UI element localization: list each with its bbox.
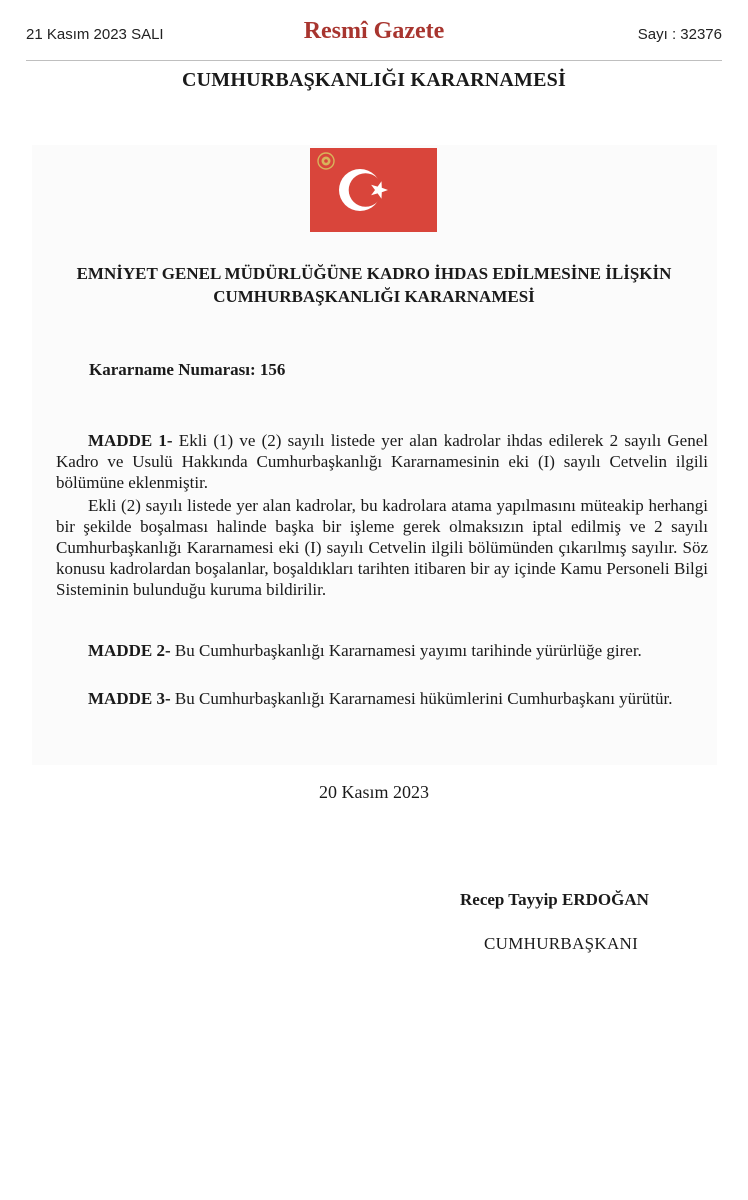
- decree-title: [40, 262, 708, 308]
- decree-title-line-2: CUMHURBAŞKANLIĞI KARARNAMESİ: [213, 287, 535, 306]
- section-title: CUMHURBAŞKANLIĞI KARARNAMESİ: [182, 69, 566, 91]
- article-2-paragraph: [56, 640, 708, 661]
- gazette-title: Resmî Gazete: [303, 18, 445, 44]
- header-date: 21 Kasım 2023 SALI: [26, 26, 164, 43]
- gazette-header: [26, 0, 722, 61]
- article-1-text: Ekli (1) ve (2) sayılı listede yer alan kadrolar ihdas edilerek 2 sayılı Genel Kadro ve Usulü Hakkında Cumhurbaşkanlığı Kararnamesinin eki (I) sayılı Cetvelin ilgili bölümüne eklenmiştir.: [56, 431, 708, 492]
- article-1-paragraph-2: Ekli (2) sayılı listede yer alan kadrolar, bu kadrolara atama yapılmasını müteakip herhangi bir şekilde boşalması halinde başka bir işleme gerek olmaksızın iptal edilmiş ve 2 sayılı Cumhurbaşkanlığı Kararnamesi eki (I) sayılı Cetvelin ilgili bölümünden çıkarılmış sayılır. Söz konusu kadrolardan boşalanlar, boşaldıkları tarihten itibaren bir ay içinde Kamu Personeli Bilgi Sisteminin bulunduğu kuruma bildirilir.: [56, 496, 708, 599]
- article-2-text: Bu Cumhurbaşkanlığı Kararnamesi yayımı tarihinde yürürlüğe girer.: [170, 641, 642, 660]
- article-2-label: MADDE 2-: [88, 641, 171, 660]
- article-3-paragraph: [56, 688, 708, 709]
- article-1: [56, 430, 708, 600]
- decree-title-line-1: EMNİYET GENEL MÜDÜRLÜĞÜNE KADRO İHDAS EDİLMESİNE İLİŞKİN: [76, 264, 672, 283]
- signer-title: CUMHURBAŞKANI: [484, 934, 639, 953]
- article-1-paragraph-1: [56, 430, 708, 493]
- article-1-label: MADDE 1-: [88, 431, 173, 450]
- signer-name: Recep Tayyip ERDOĞAN: [460, 890, 649, 909]
- article-2: [56, 640, 708, 661]
- article-3: [56, 688, 708, 709]
- article-3-text: Bu Cumhurbaşkanlığı Kararnamesi hükümlerini Cumhurbaşkanı yürütür.: [170, 689, 673, 708]
- signing-date: 20 Kasım 2023: [319, 782, 429, 802]
- issue-number: Sayı : 32376: [637, 26, 722, 43]
- article-3-label: MADDE 3-: [88, 689, 171, 708]
- turkish-flag-icon: [310, 148, 437, 232]
- decree-number: Kararname Numarası: 156: [89, 360, 286, 379]
